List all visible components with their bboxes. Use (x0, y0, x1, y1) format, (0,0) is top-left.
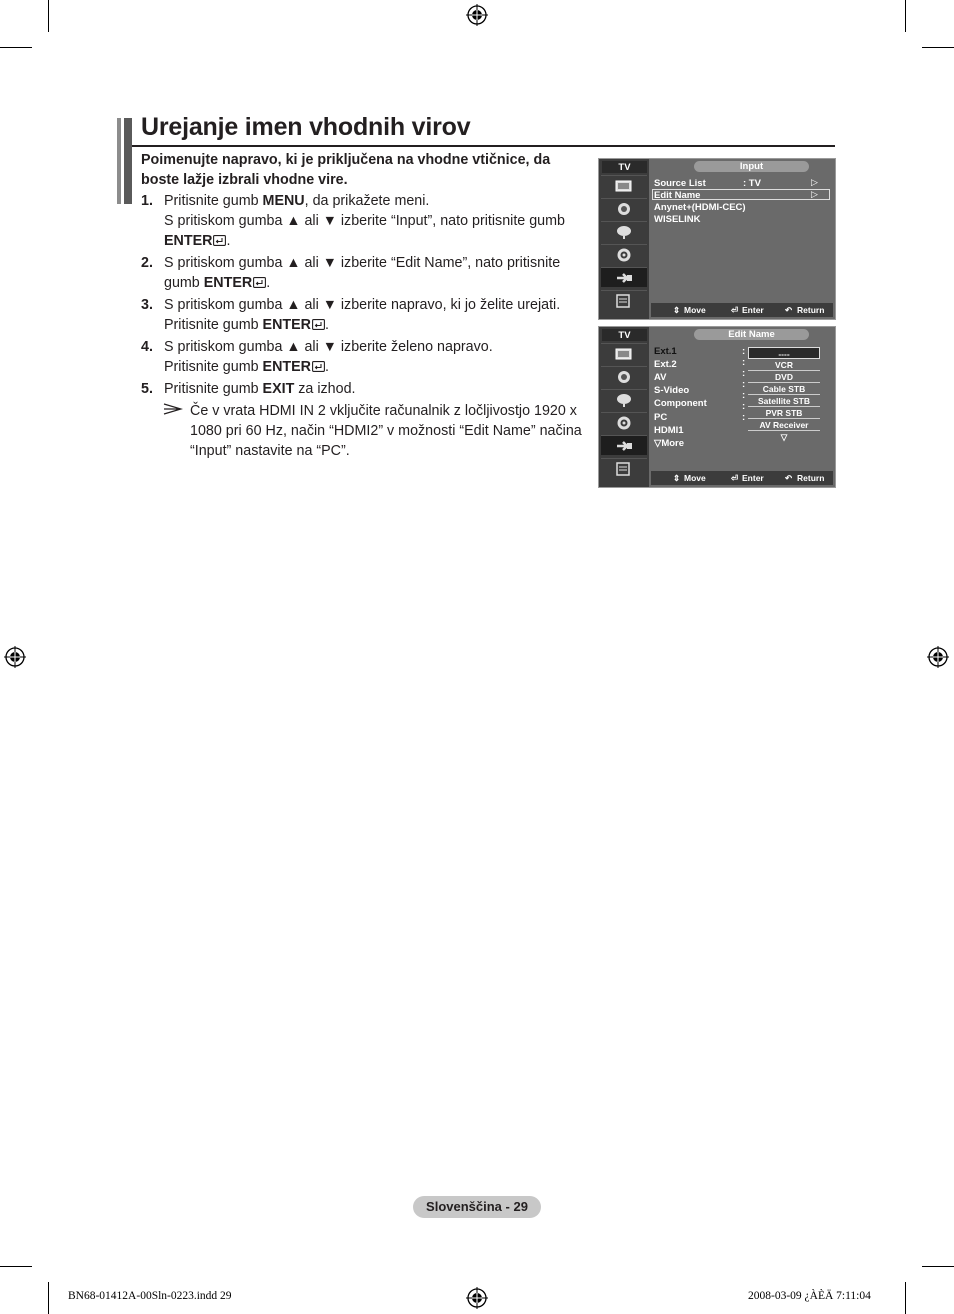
input-menu-icon[interactable] (601, 267, 647, 287)
footer-return: Return (797, 473, 825, 483)
osd-item-ext1[interactable]: Ext.1 (654, 346, 677, 357)
osd-item-av[interactable]: AV (654, 372, 667, 383)
enter-icon (312, 319, 325, 330)
step-3 (141, 295, 586, 335)
step-number: 5. (141, 381, 153, 397)
osd-colon: : : : : : : : (742, 346, 746, 423)
note (141, 401, 586, 461)
step-text: za izhod. (294, 381, 356, 397)
step-text: Pritisnite gumb (164, 359, 263, 375)
step-number: 1. (141, 193, 153, 209)
arrow-right-icon: ▷ (811, 189, 818, 199)
footer-enter: Enter (742, 473, 764, 483)
setup-menu-icon[interactable] (601, 244, 647, 264)
step-text: , da prikažete meni. (304, 193, 430, 209)
osd-item-pc[interactable]: PC (654, 412, 668, 423)
steps-list (141, 191, 586, 461)
osd-input-menu (598, 158, 836, 320)
osd-item-edit-name[interactable]: Edit Name (654, 190, 701, 201)
return-icon: ↶ (785, 305, 793, 315)
osd-item-s-video[interactable]: S-Video (654, 385, 690, 396)
step-text: . (266, 275, 271, 291)
enter-icon (312, 361, 325, 372)
button-name: ENTER (262, 359, 311, 375)
osd-item-more[interactable]: ▽More (654, 438, 685, 449)
move-icon: ⇕ (673, 473, 681, 483)
device-name-list (748, 347, 820, 443)
sound-menu-icon[interactable] (601, 198, 647, 218)
footer-enter: Enter (742, 305, 764, 315)
osd-item-hdmi1[interactable]: HDMI1 (654, 425, 684, 436)
osd-header: Input (694, 161, 809, 172)
enter-icon (253, 277, 266, 288)
scroll-down-icon[interactable]: ▽ (780, 432, 788, 442)
crop-mark (0, 1266, 32, 1267)
crop-mark (922, 47, 954, 48)
list-item[interactable]: DVD (748, 371, 820, 383)
osd-header: Edit Name (694, 329, 809, 340)
osd-item-value: : TV (743, 178, 761, 189)
osd-item-source-list[interactable] (654, 178, 706, 189)
enter-icon (213, 235, 226, 246)
step-text: S pritiskom gumba ▲ ali ▼ izberite napravo, ki jo želite urejati. (164, 297, 561, 313)
list-item[interactable]: Satellite STB (748, 395, 820, 407)
step-2 (141, 253, 586, 293)
osd-footer (651, 303, 833, 317)
osd-tv-label: TV (602, 161, 647, 173)
list-item[interactable]: PVR STB (748, 407, 820, 419)
arrow-right-icon: ▷ (811, 177, 818, 187)
title-divider (132, 145, 835, 147)
picture-menu-icon[interactable] (601, 343, 647, 363)
picture-menu-icon[interactable] (601, 175, 647, 195)
osd-item-component[interactable]: Component (654, 398, 707, 409)
osd-item-label: Source List (654, 178, 706, 189)
move-icon: ⇕ (673, 305, 681, 315)
footer-return: Return (797, 305, 825, 315)
registration-mark-icon (927, 646, 949, 668)
crop-mark (905, 1282, 906, 1314)
step-number: 3. (141, 297, 153, 313)
title-accent-bar (117, 118, 121, 204)
sound-menu-icon[interactable] (601, 366, 647, 386)
osd-item-wiselink[interactable]: WISELINK (654, 214, 701, 225)
list-item[interactable]: AV Receiver (748, 419, 820, 431)
step-5 (141, 379, 586, 399)
list-item[interactable]: VCR (748, 359, 820, 371)
step-text: S pritiskom gumba ▲ ali ▼ izberite “Edit Name”, nato pritisnite gumb (164, 255, 561, 291)
registration-mark-icon (4, 646, 26, 668)
step-number: 2. (141, 255, 153, 271)
step-text: Pritisnite gumb (164, 381, 263, 397)
button-name: EXIT (262, 381, 295, 397)
step-text: . (325, 317, 329, 333)
crop-mark (905, 0, 906, 32)
crop-mark (922, 1266, 954, 1267)
return-icon: ↶ (785, 473, 793, 483)
title-accent-bar (124, 118, 132, 204)
crop-mark (48, 1282, 49, 1314)
footer-move: Move (684, 473, 706, 483)
note-arrow-icon (163, 403, 183, 415)
step-text: . (325, 359, 329, 375)
crop-mark (0, 47, 32, 48)
osd-item-label: More (661, 438, 685, 449)
channel-menu-icon[interactable] (601, 389, 647, 409)
step-number: 4. (141, 339, 153, 355)
osd-footer (651, 471, 833, 485)
footer-file-info: BN68-01412A-00Sln-0223.indd 29 (68, 1290, 232, 1302)
footer-move: Move (684, 305, 706, 315)
step-4 (141, 337, 586, 377)
registration-mark-icon (466, 1287, 488, 1309)
crop-mark (48, 0, 49, 32)
step-text: . (226, 233, 231, 249)
osd-tv-label: TV (602, 329, 647, 341)
intro-text: Poimenujte napravo, ki je priključena na vhodne vtičnice, da boste lažje izbrali vhodne vire. (141, 152, 551, 188)
registration-mark-icon (466, 4, 488, 26)
step-1 (141, 191, 586, 251)
note-text: Če v vrata HDMI IN 2 vključite računalnik z ločljivostjo 1920 x 1080 pri 60 Hz, način “HDMI2” v možnosti “Edit Name” načina “Input” nastavite na “PC”. (190, 403, 582, 459)
footer-timestamp: 2008-03-09 ¿ÀÈÄ 7:11:04 (748, 1290, 871, 1302)
step-text: S pritiskom gumba ▲ ali ▼ izberite “Input”, nato pritisnite gumb (164, 213, 565, 229)
channel-menu-icon[interactable] (601, 221, 647, 241)
setup-menu-icon[interactable] (601, 412, 647, 432)
step-text: Pritisnite gumb (164, 193, 263, 209)
button-name: ENTER (262, 317, 311, 333)
button-name: ENTER (164, 233, 213, 249)
list-item-selected[interactable]: ---- (748, 347, 820, 359)
button-name: ENTER (203, 275, 253, 291)
step-text: S pritiskom gumba ▲ ali ▼ izberite želeno napravo. (164, 339, 493, 355)
step-text: Pritisnite gumb (164, 317, 263, 333)
osd-item-anynet[interactable]: Anynet+(HDMI-CEC) (654, 202, 746, 213)
page-title: Urejanje imen vhodnih virov (141, 113, 471, 141)
enter-icon: ⏎ (731, 305, 739, 315)
application-menu-icon[interactable] (601, 458, 647, 478)
page-number-badge: Slovenščina - 29 (413, 1196, 541, 1218)
enter-icon: ⏎ (731, 473, 739, 483)
button-name: MENU (262, 193, 305, 209)
osd-item-ext2[interactable]: Ext.2 (654, 359, 677, 370)
input-menu-icon[interactable] (601, 435, 647, 455)
application-menu-icon[interactable] (601, 290, 647, 310)
list-item[interactable]: Cable STB (748, 383, 820, 395)
